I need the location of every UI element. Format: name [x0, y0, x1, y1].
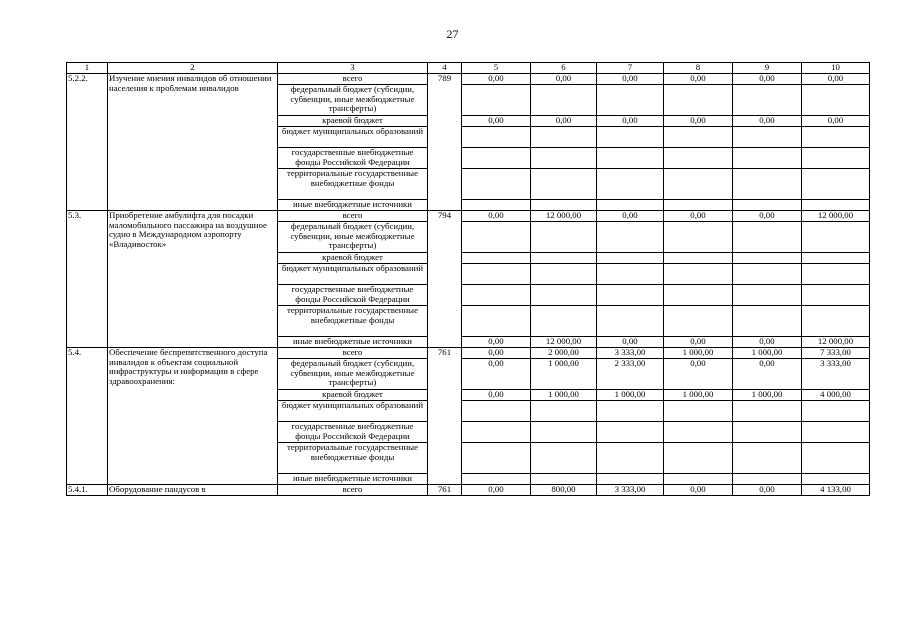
value-cell: [733, 127, 802, 148]
value-cell: [664, 422, 733, 443]
value-cell: 0,00: [733, 359, 802, 390]
section-code: 5.2.2.: [67, 74, 108, 211]
value-cell: [462, 422, 531, 443]
funding-source: территориальные государственные внебюджетные фонды: [278, 306, 428, 337]
value-cell: [664, 200, 733, 211]
value-cell: 12 000,00: [531, 337, 597, 348]
value-cell: 0,00: [733, 211, 802, 222]
value-cell: [531, 222, 597, 253]
value-cell: 12 000,00: [802, 211, 870, 222]
funding-source: бюджет муниципальных образований: [278, 127, 428, 148]
value-cell: 0,00: [462, 359, 531, 390]
value-cell: [664, 169, 733, 200]
funding-source: федеральный бюджет (субсидии, субвенции, иные межбюджетные трансферты): [278, 85, 428, 116]
section-code: 5.4.: [67, 348, 108, 485]
table-row: [67, 211, 870, 222]
value-cell: [664, 148, 733, 169]
value-cell: [531, 200, 597, 211]
section-code: 5.4.1.: [67, 485, 108, 496]
value-cell: [462, 306, 531, 337]
value-cell: 2 333,00: [597, 359, 664, 390]
value-cell: [531, 264, 597, 285]
funding-source: всего: [278, 211, 428, 222]
table-row: [67, 348, 870, 359]
value-cell: [462, 127, 531, 148]
value-cell: [733, 148, 802, 169]
value-cell: [462, 443, 531, 474]
value-cell: [531, 85, 597, 116]
value-cell: 0,00: [597, 74, 664, 85]
value-cell: 4 000,00: [802, 390, 870, 401]
value-cell: 0,00: [597, 211, 664, 222]
value-cell: [462, 222, 531, 253]
value-cell: [531, 253, 597, 264]
value-cell: [531, 127, 597, 148]
value-cell: 0,00: [664, 116, 733, 127]
value-cell: [531, 169, 597, 200]
value-cell: 0,00: [802, 116, 870, 127]
value-cell: [733, 85, 802, 116]
value-cell: [531, 285, 597, 306]
value-cell: [664, 264, 733, 285]
value-cell: [802, 306, 870, 337]
value-cell: 0,00: [462, 74, 531, 85]
value-cell: [597, 285, 664, 306]
value-cell: 0,00: [664, 359, 733, 390]
value-cell: [802, 169, 870, 200]
value-cell: [802, 222, 870, 253]
funding-source: федеральный бюджет (субсидии, субвенции, иные межбюджетные трансферты): [278, 222, 428, 253]
value-cell: [733, 200, 802, 211]
table-row: [67, 74, 870, 85]
value-cell: [802, 148, 870, 169]
value-cell: 4 133,00: [802, 485, 870, 496]
value-cell: 0,00: [531, 74, 597, 85]
value-cell: [733, 474, 802, 485]
column-header: 2: [108, 63, 278, 74]
value-cell: [462, 264, 531, 285]
value-cell: 0,00: [462, 485, 531, 496]
value-cell: [802, 200, 870, 211]
value-cell: 0,00: [462, 211, 531, 222]
column-header: 7: [597, 63, 664, 74]
column-number-row: [67, 63, 870, 74]
value-cell: [597, 200, 664, 211]
value-cell: [802, 401, 870, 422]
value-cell: 0,00: [462, 337, 531, 348]
funding-source: государственные внебюджетные фонды Российской Федерации: [278, 285, 428, 306]
value-cell: [462, 200, 531, 211]
value-cell: [462, 253, 531, 264]
section-code: 5.3.: [67, 211, 108, 348]
executor-code: 761: [428, 485, 462, 496]
value-cell: 0,00: [664, 211, 733, 222]
value-cell: [733, 422, 802, 443]
value-cell: [802, 127, 870, 148]
section-name: Изучение мнения инвалидов об отношении населения к проблемам инвалидов: [108, 74, 278, 211]
value-cell: [597, 264, 664, 285]
funding-source: бюджет муниципальных образований: [278, 264, 428, 285]
value-cell: [733, 306, 802, 337]
section-name: Обеспечение беспрепятственного доступа инвалидов к объектам социальной инфраструктуры и информации в сфере здравоохранения:: [108, 348, 278, 485]
value-cell: 0,00: [733, 485, 802, 496]
value-cell: [597, 169, 664, 200]
value-cell: 0,00: [597, 337, 664, 348]
value-cell: [664, 443, 733, 474]
value-cell: 3 333,00: [597, 348, 664, 359]
value-cell: 0,00: [664, 485, 733, 496]
value-cell: [802, 264, 870, 285]
value-cell: 0,00: [664, 337, 733, 348]
executor-code: 794: [428, 211, 462, 348]
funding-source: иные внебюджетные источники: [278, 337, 428, 348]
value-cell: [664, 285, 733, 306]
value-cell: [733, 169, 802, 200]
value-cell: 800,00: [531, 485, 597, 496]
value-cell: 0,00: [531, 116, 597, 127]
funding-source: территориальные государственные внебюджетные фонды: [278, 443, 428, 474]
value-cell: 1 000,00: [733, 390, 802, 401]
funding-source: всего: [278, 74, 428, 85]
value-cell: [597, 85, 664, 116]
value-cell: [531, 306, 597, 337]
value-cell: 0,00: [733, 116, 802, 127]
value-cell: [664, 306, 733, 337]
value-cell: 0,00: [802, 74, 870, 85]
value-cell: [802, 443, 870, 474]
column-header: 4: [428, 63, 462, 74]
value-cell: [597, 306, 664, 337]
value-cell: [733, 222, 802, 253]
value-cell: 1 000,00: [664, 390, 733, 401]
value-cell: 0,00: [664, 74, 733, 85]
value-cell: [664, 222, 733, 253]
column-header: 8: [664, 63, 733, 74]
value-cell: [597, 422, 664, 443]
value-cell: [531, 148, 597, 169]
value-cell: 1 000,00: [597, 390, 664, 401]
column-header: 10: [802, 63, 870, 74]
value-cell: [802, 85, 870, 116]
value-cell: [597, 401, 664, 422]
funding-source: бюджет муниципальных образований: [278, 401, 428, 422]
value-cell: 0,00: [462, 348, 531, 359]
value-cell: 1 000,00: [531, 359, 597, 390]
value-cell: [531, 443, 597, 474]
section-name: Оборудование пандусов в: [108, 485, 278, 496]
value-cell: 3 333,00: [802, 359, 870, 390]
value-cell: [733, 443, 802, 474]
value-cell: 0,00: [597, 116, 664, 127]
value-cell: 1 000,00: [733, 348, 802, 359]
column-header: 5: [462, 63, 531, 74]
value-cell: 0,00: [733, 337, 802, 348]
value-cell: [462, 401, 531, 422]
funding-source: государственные внебюджетные фонды Российской Федерации: [278, 148, 428, 169]
executor-code: 789: [428, 74, 462, 211]
value-cell: 0,00: [462, 390, 531, 401]
column-header: 3: [278, 63, 428, 74]
funding-source: федеральный бюджет (субсидии, субвенции, иные межбюджетные трансферты): [278, 359, 428, 390]
value-cell: [531, 422, 597, 443]
value-cell: [531, 474, 597, 485]
value-cell: 0,00: [733, 74, 802, 85]
value-cell: [597, 443, 664, 474]
value-cell: [531, 401, 597, 422]
value-cell: 1 000,00: [531, 390, 597, 401]
column-header: 9: [733, 63, 802, 74]
value-cell: [802, 422, 870, 443]
funding-source: иные внебюджетные источники: [278, 474, 428, 485]
value-cell: 1 000,00: [664, 348, 733, 359]
funding-source: всего: [278, 348, 428, 359]
funding-source: всего: [278, 485, 428, 496]
page-number: 27: [446, 27, 459, 41]
value-cell: [802, 474, 870, 485]
value-cell: [664, 253, 733, 264]
value-cell: [597, 148, 664, 169]
value-cell: 0,00: [462, 116, 531, 127]
value-cell: [462, 85, 531, 116]
value-cell: [802, 285, 870, 306]
value-cell: 12 000,00: [531, 211, 597, 222]
value-cell: [664, 474, 733, 485]
table-row: [67, 485, 870, 496]
value-cell: [733, 401, 802, 422]
value-cell: [597, 222, 664, 253]
value-cell: [664, 85, 733, 116]
value-cell: [802, 253, 870, 264]
value-cell: [597, 253, 664, 264]
value-cell: 3 333,00: [597, 485, 664, 496]
value-cell: [597, 474, 664, 485]
executor-code: 761: [428, 348, 462, 485]
value-cell: [462, 148, 531, 169]
funding-source: иные внебюджетные источники: [278, 200, 428, 211]
value-cell: [664, 401, 733, 422]
section-name: Приобретение амбулифта для посадки маломобильного пассажира на воздушное судно в Международном аэропорту «Владивосток»: [108, 211, 278, 348]
funding-source: краевой бюджет: [278, 390, 428, 401]
funding-source: государственные внебюджетные фонды Российской Федерации: [278, 422, 428, 443]
value-cell: [462, 169, 531, 200]
value-cell: [462, 285, 531, 306]
value-cell: [733, 285, 802, 306]
column-header: 6: [531, 63, 597, 74]
funding-source: краевой бюджет: [278, 116, 428, 127]
budget-table: [66, 62, 870, 496]
value-cell: 2 000,00: [531, 348, 597, 359]
column-header: 1: [67, 63, 108, 74]
funding-source: территориальные государственные внебюджетные фонды: [278, 169, 428, 200]
funding-source: краевой бюджет: [278, 253, 428, 264]
value-cell: [597, 127, 664, 148]
value-cell: [733, 264, 802, 285]
value-cell: [462, 474, 531, 485]
value-cell: 12 000,00: [802, 337, 870, 348]
value-cell: [733, 253, 802, 264]
value-cell: [664, 127, 733, 148]
value-cell: 7 333,00: [802, 348, 870, 359]
